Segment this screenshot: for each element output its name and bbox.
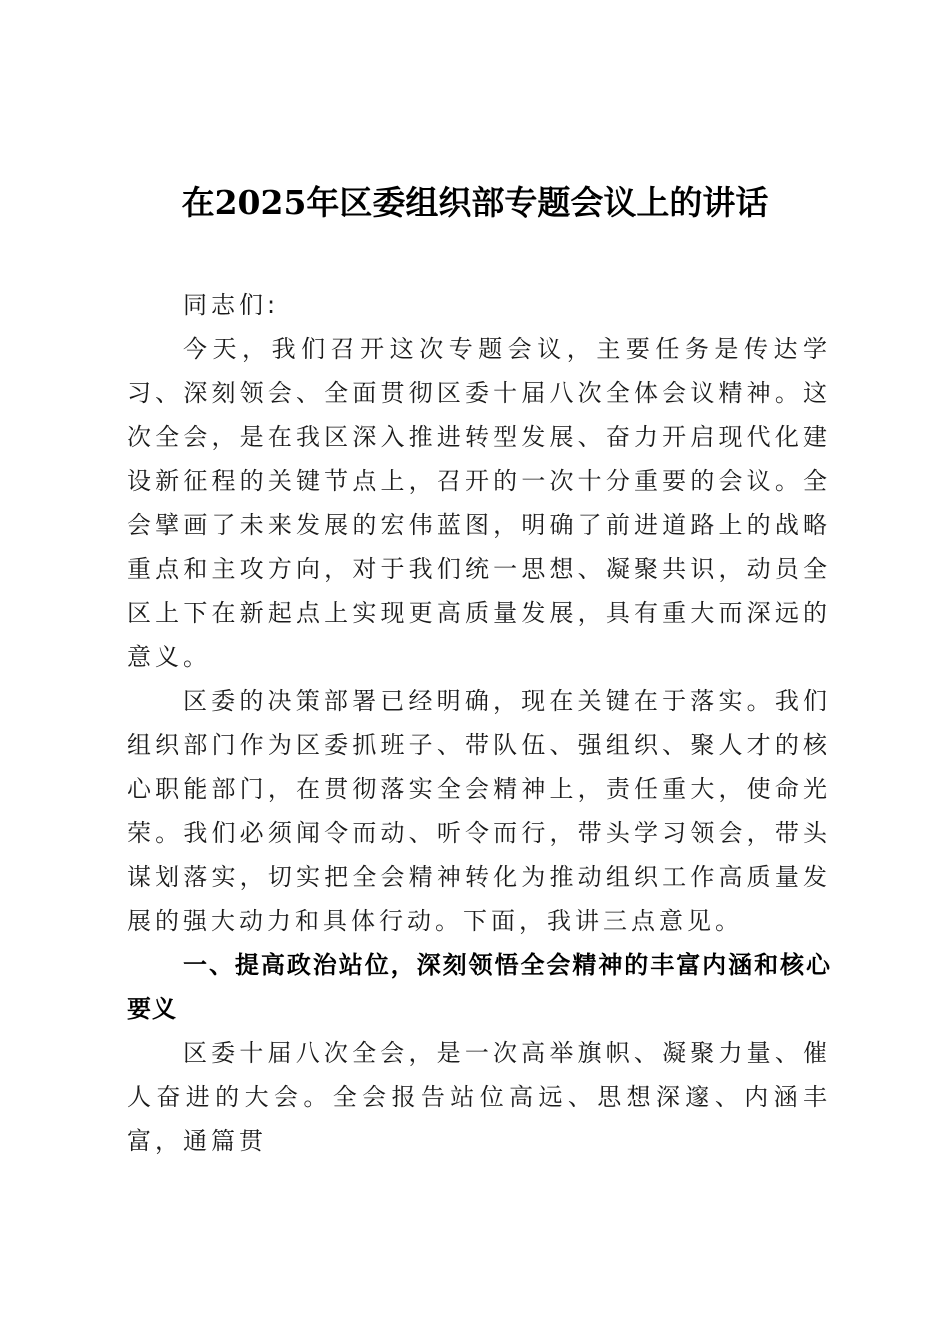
section-paragraph: 区委十届八次全会，是一次高举旗帜、凝聚力量、催人奋进的大会。全会报告站位高远、思想深邃、内涵丰富，通篇贯 <box>127 1039 831 1155</box>
section-heading: 一、提高政治站位，深刻领悟全会精神的丰富内涵和核心要义 <box>127 951 831 1023</box>
document-title: 在2025年区委组织部专题会议上的讲话 <box>181 183 769 222</box>
document-body <box>127 283 831 1163</box>
salutation: 同志们: <box>183 291 280 319</box>
paragraph-intro: 今天，我们召开这次专题会议，主要任务是传达学习、深刻领会、全面贯彻区委十届八次全体会议精神。这次全会，是在我区深入推进转型发展、奋力开启现代化建设新征程的关键节点上，召开的一次十分重要的会议。全会擘画了未来发展的宏伟蓝图，明确了前进道路上的战略重点和主攻方向，对于我们统一思想、凝聚共识，动员全区上下在新起点上实现更高质量发展，具有重大而深远的意义。 <box>127 335 831 671</box>
paragraph-implementation: 区委的决策部署已经明确，现在关键在于落实。我们组织部门作为区委抓班子、带队伍、强组织、聚人才的核心职能部门，在贯彻落实全会精神上，责任重大，使命光荣。我们必须闻令而动、听令而行，带头学习领会，带头谋划落实，切实把全会精神转化为推动组织工作高质量发展的强大动力和具体行动。下面，我讲三点意见。 <box>127 687 831 935</box>
